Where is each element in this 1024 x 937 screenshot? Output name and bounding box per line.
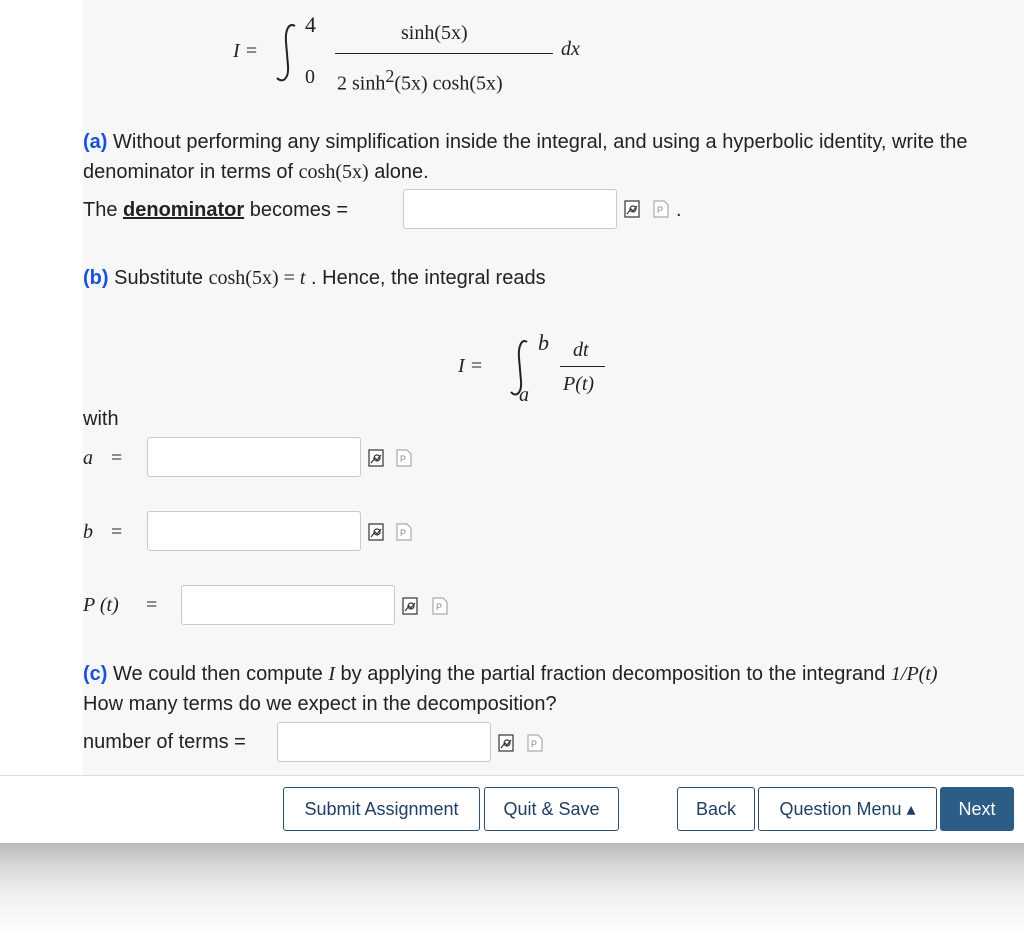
quit-save-button[interactable]: Quit & Save bbox=[484, 787, 619, 831]
back-button[interactable]: Back bbox=[677, 787, 755, 831]
integral-sign bbox=[275, 22, 301, 84]
part-a-math: cosh(5x) bbox=[298, 161, 369, 183]
integral-b-upper: b bbox=[538, 330, 549, 355]
part-c-text2: by applying the partial fraction decomposition to the integrand bbox=[335, 663, 891, 685]
b-input[interactable] bbox=[147, 511, 361, 551]
denominator-answer-label bbox=[83, 199, 348, 222]
b-eq: = bbox=[111, 521, 123, 543]
part-a-line1 bbox=[83, 131, 968, 154]
a-input[interactable] bbox=[147, 437, 361, 477]
denominator-sinh: 2 sinh bbox=[337, 72, 386, 95]
part-c-I: I bbox=[328, 663, 335, 685]
integral-b-bar bbox=[560, 366, 605, 367]
part-b-line1 bbox=[83, 267, 546, 290]
b-label: b bbox=[83, 521, 93, 543]
preview-answer-icon[interactable] bbox=[402, 597, 418, 615]
part-a-text2a: denominator in terms of bbox=[83, 161, 299, 183]
denominator-input[interactable] bbox=[403, 189, 617, 229]
part-b-label: (b) bbox=[83, 267, 109, 289]
preview-answer-icon[interactable] bbox=[368, 523, 384, 541]
part-c-text1: We could then compute bbox=[113, 663, 329, 685]
p-input[interactable] bbox=[181, 585, 395, 625]
svg-text:P: P bbox=[436, 602, 443, 612]
denominator-rest: (5x) cosh(5x) bbox=[394, 72, 503, 95]
integral-b-numerator: dt bbox=[573, 339, 589, 361]
part-c-line1 bbox=[83, 663, 938, 686]
p-eq: = bbox=[146, 594, 158, 616]
next-button[interactable]: Next bbox=[940, 787, 1014, 831]
terms-label: number of terms = bbox=[83, 731, 246, 753]
question-menu-button[interactable]: Question Menu ▴ bbox=[758, 787, 937, 831]
part-a-line2 bbox=[83, 161, 429, 184]
math-palette-icon[interactable] bbox=[653, 200, 669, 218]
part-b-t: t bbox=[299, 267, 306, 289]
answer-period: . bbox=[676, 199, 682, 221]
svg-text:P: P bbox=[400, 528, 407, 538]
preview-answer-icon[interactable] bbox=[624, 200, 640, 218]
p-label: P (t) bbox=[83, 594, 119, 616]
fraction-bar bbox=[335, 53, 553, 54]
bottom-shadow bbox=[0, 843, 1024, 937]
math-palette-icon[interactable] bbox=[396, 449, 412, 467]
part-a-label: (a) bbox=[83, 131, 108, 153]
answer-label-bold: denominator bbox=[123, 199, 245, 221]
integral-lower-limit: 0 bbox=[305, 66, 315, 88]
math-palette-icon[interactable] bbox=[396, 523, 412, 541]
integrand-denominator bbox=[337, 66, 503, 96]
part-b-text2: . Hence, the integral reads bbox=[305, 267, 546, 289]
integral-b-lhs: I = bbox=[458, 355, 484, 377]
with-label: with bbox=[83, 408, 119, 430]
svg-text:P: P bbox=[657, 205, 664, 215]
terms-input[interactable] bbox=[277, 722, 491, 762]
submit-assignment-button[interactable]: Submit Assignment bbox=[283, 787, 480, 831]
svg-text:P: P bbox=[531, 739, 538, 749]
preview-answer-icon[interactable] bbox=[498, 734, 514, 752]
integral-b-denominator: P(t) bbox=[563, 373, 595, 395]
question-content bbox=[83, 0, 1024, 775]
part-c-label: (c) bbox=[83, 663, 108, 685]
part-b-eq: = bbox=[278, 267, 300, 289]
math-palette-icon[interactable] bbox=[527, 734, 543, 752]
integral-lhs: I = bbox=[233, 40, 259, 62]
preview-answer-icon[interactable] bbox=[368, 449, 384, 467]
assignment-button-bar bbox=[0, 775, 1024, 844]
integral-dx: dx bbox=[561, 38, 580, 60]
part-c-integrand: 1/P(t) bbox=[890, 663, 938, 685]
answer-label-post: becomes = bbox=[244, 199, 349, 221]
svg-text:P: P bbox=[400, 454, 407, 464]
part-a-text2b: alone. bbox=[368, 161, 429, 183]
part-a-text1: Without performing any simplification inside the integral, and using a hyperbolic identity, write the bbox=[113, 131, 968, 153]
integral-upper-limit: 4 bbox=[305, 12, 316, 37]
part-c-line2: How many terms do we expect in the decomposition? bbox=[83, 693, 557, 715]
denominator-exponent: 2 bbox=[385, 66, 395, 86]
part-b-text1: Substitute bbox=[114, 267, 209, 289]
a-eq: = bbox=[111, 447, 123, 469]
a-label: a bbox=[83, 447, 93, 469]
math-palette-icon[interactable] bbox=[432, 597, 448, 615]
integral-b-lower: a bbox=[519, 384, 529, 406]
part-b-math: cosh(5x) bbox=[208, 267, 279, 289]
integrand-numerator: sinh(5x) bbox=[401, 22, 468, 44]
answer-label-pre: The bbox=[83, 199, 124, 221]
